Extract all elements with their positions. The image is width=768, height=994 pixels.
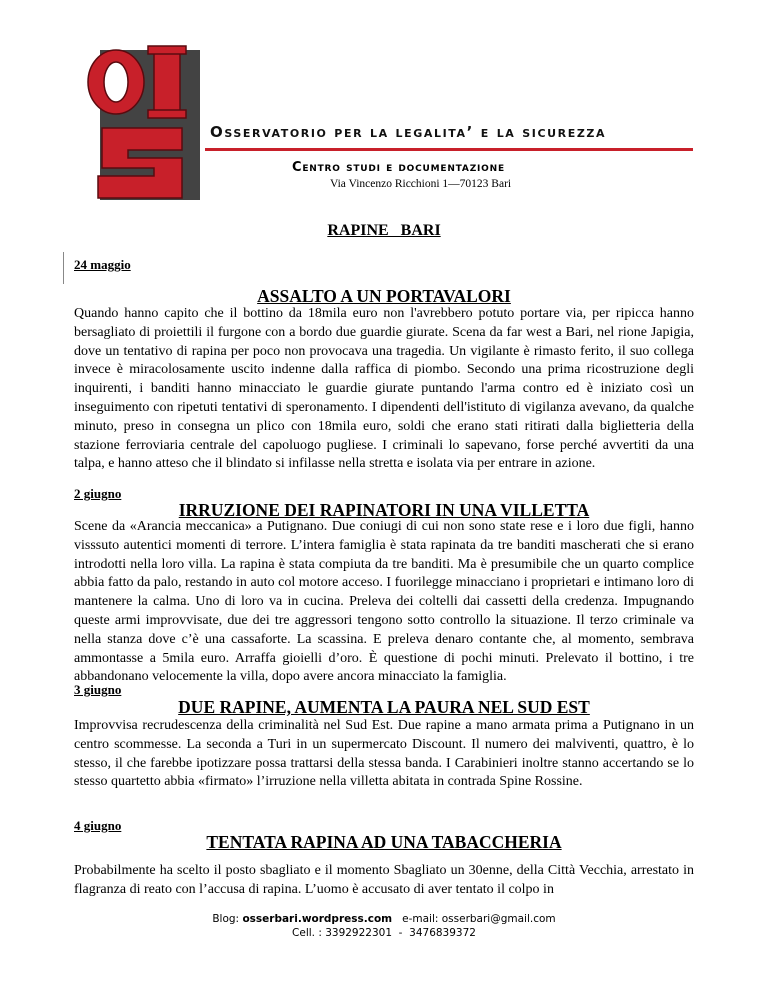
blog-label: Blog: [212,913,243,925]
article-body: Probabilmente ha scelto il posto sbagliato e il momento Sbagliato un 30enne, della Città Vecchia, arrestato in flagranza di reato con l’accusa di rapina. L’uomo è accusato di aver tentato il colpo in [74,863,694,897]
article-date: 2 giugno [74,486,122,501]
email-link[interactable]: e-mail: osserbari@gmail.com [402,913,556,925]
article-headline: TENTATA RAPINA AD UNA TABACCHERIA [206,832,562,852]
footer-phone: Cell. : 3392922301 - 3476839372 [292,927,476,939]
organization-address: Via Vincenzo Ricchioni 1—70123 Bari [330,178,512,190]
page-footer [0,912,768,940]
margin-marker [63,252,64,284]
header-divider [205,148,693,151]
article-headline: IRRUZIONE DEI RAPINATORI IN UNA VILLETTA [178,500,590,520]
page-title: RAPINE BARI [327,222,441,239]
article-headline: DUE RAPINE, AUMENTA LA PAURA NEL SUD EST [178,697,590,717]
article-date: 24 maggio [74,257,131,272]
article-date: 3 giugno [74,682,122,697]
article-date: 4 giugno [74,818,122,833]
article-body: Scene da «Arancia meccanica» a Putignano. Due coniugi di cui non sono state rese e i loro due figli, hanno visssuto autentici momenti di terrore. L’intera famiglia è stata rapinata da tre banditi mascherati che si erano introdotti nella loro villa. La rapina è stata compiuta da tre banditi. Ma è presumibile che un quarto complice abbia fatto da palo, restando in auto col motore acceso. I fuorilegge minacciano i proprietari e intimano loro di mantenere la calma. Uno di loro va in cucina. Preleva dei coltelli dai cassetti della credenza. Impugnando queste armi improvvisate, due dei tre aggressori tengono sotto controllo la situazione. Il terzo criminale va nella stanza dove c’è una cassaforte. La scassina. E preleva denaro contante che, al momento, sembrava ammontasse a 5mila euro. Arraffa gioielli d’oro. È questione di pochi minuti. Prelevato il bottino, i tre abbandonano velocemente la villa, dopo avere ancora minacciato la famiglia. [74,519,694,685]
blog-link[interactable]: osserbari.wordpress.com [242,913,393,925]
article-body: Improvvisa recrudescenza della criminalità nel Sud Est. Due rapine a mano armata prima a Putignano in un centro scommesse. La seconda a Turi in un supermercato Discount. Il numero dei malviventi, quattro, è lo stesso, il che farebbe ipotizzare possa trattarsi della stessa banda. I Carabinieri inoltre stanno accertando se lo stesso quartetto abbia «firmato» l’irruzione nella villetta abitata in contrada Spine Rossine. [74,718,694,790]
ois-logo [80,44,208,202]
article-headline: ASSALTO A UN PORTAVALORI [257,286,511,306]
footer-contact-line [0,912,768,926]
organization-name: Osservatorio per la legalita’ e la sicurezza [210,123,607,141]
article-body: Quando hanno capito che il bottino da 18mila euro non l'avrebbero potuto portare via, per ripicca hanno bersagliato di proiettili il furgone con a bordo due guardie giurate. Scena da far west a Bari, nel rione Japigia, dove un tentativo di rapina per poco non provocava una tragedia. Un vigilante è rimasto ferito, il suo collega invece è miracolosamente uscito indenne dalla raffica di piombo. Secondo una prima ricostruzione degli inquirenti, i banditi hanno minacciato le guardie giurate puntando l'arma contro ed è iniziato così un inseguimento con ripetuti tentativi di speronamento. I dipendenti dell'istituto di vigilanza avevano, da qualche minuto, preso in consegna un plico con 18mila euro, soldi che erano stati ritirati dalla biglietteria della stazione ferroviaria centrale del capoluogo pugliese. I criminali lo sapevano, forse perché avvertiti da una talpa, e hanno atteso che il blindato si infilasse nella stretta e isolata via per entrare in azione. [74,306,694,472]
organization-subtitle: Centro studi e documentazione [292,160,505,175]
